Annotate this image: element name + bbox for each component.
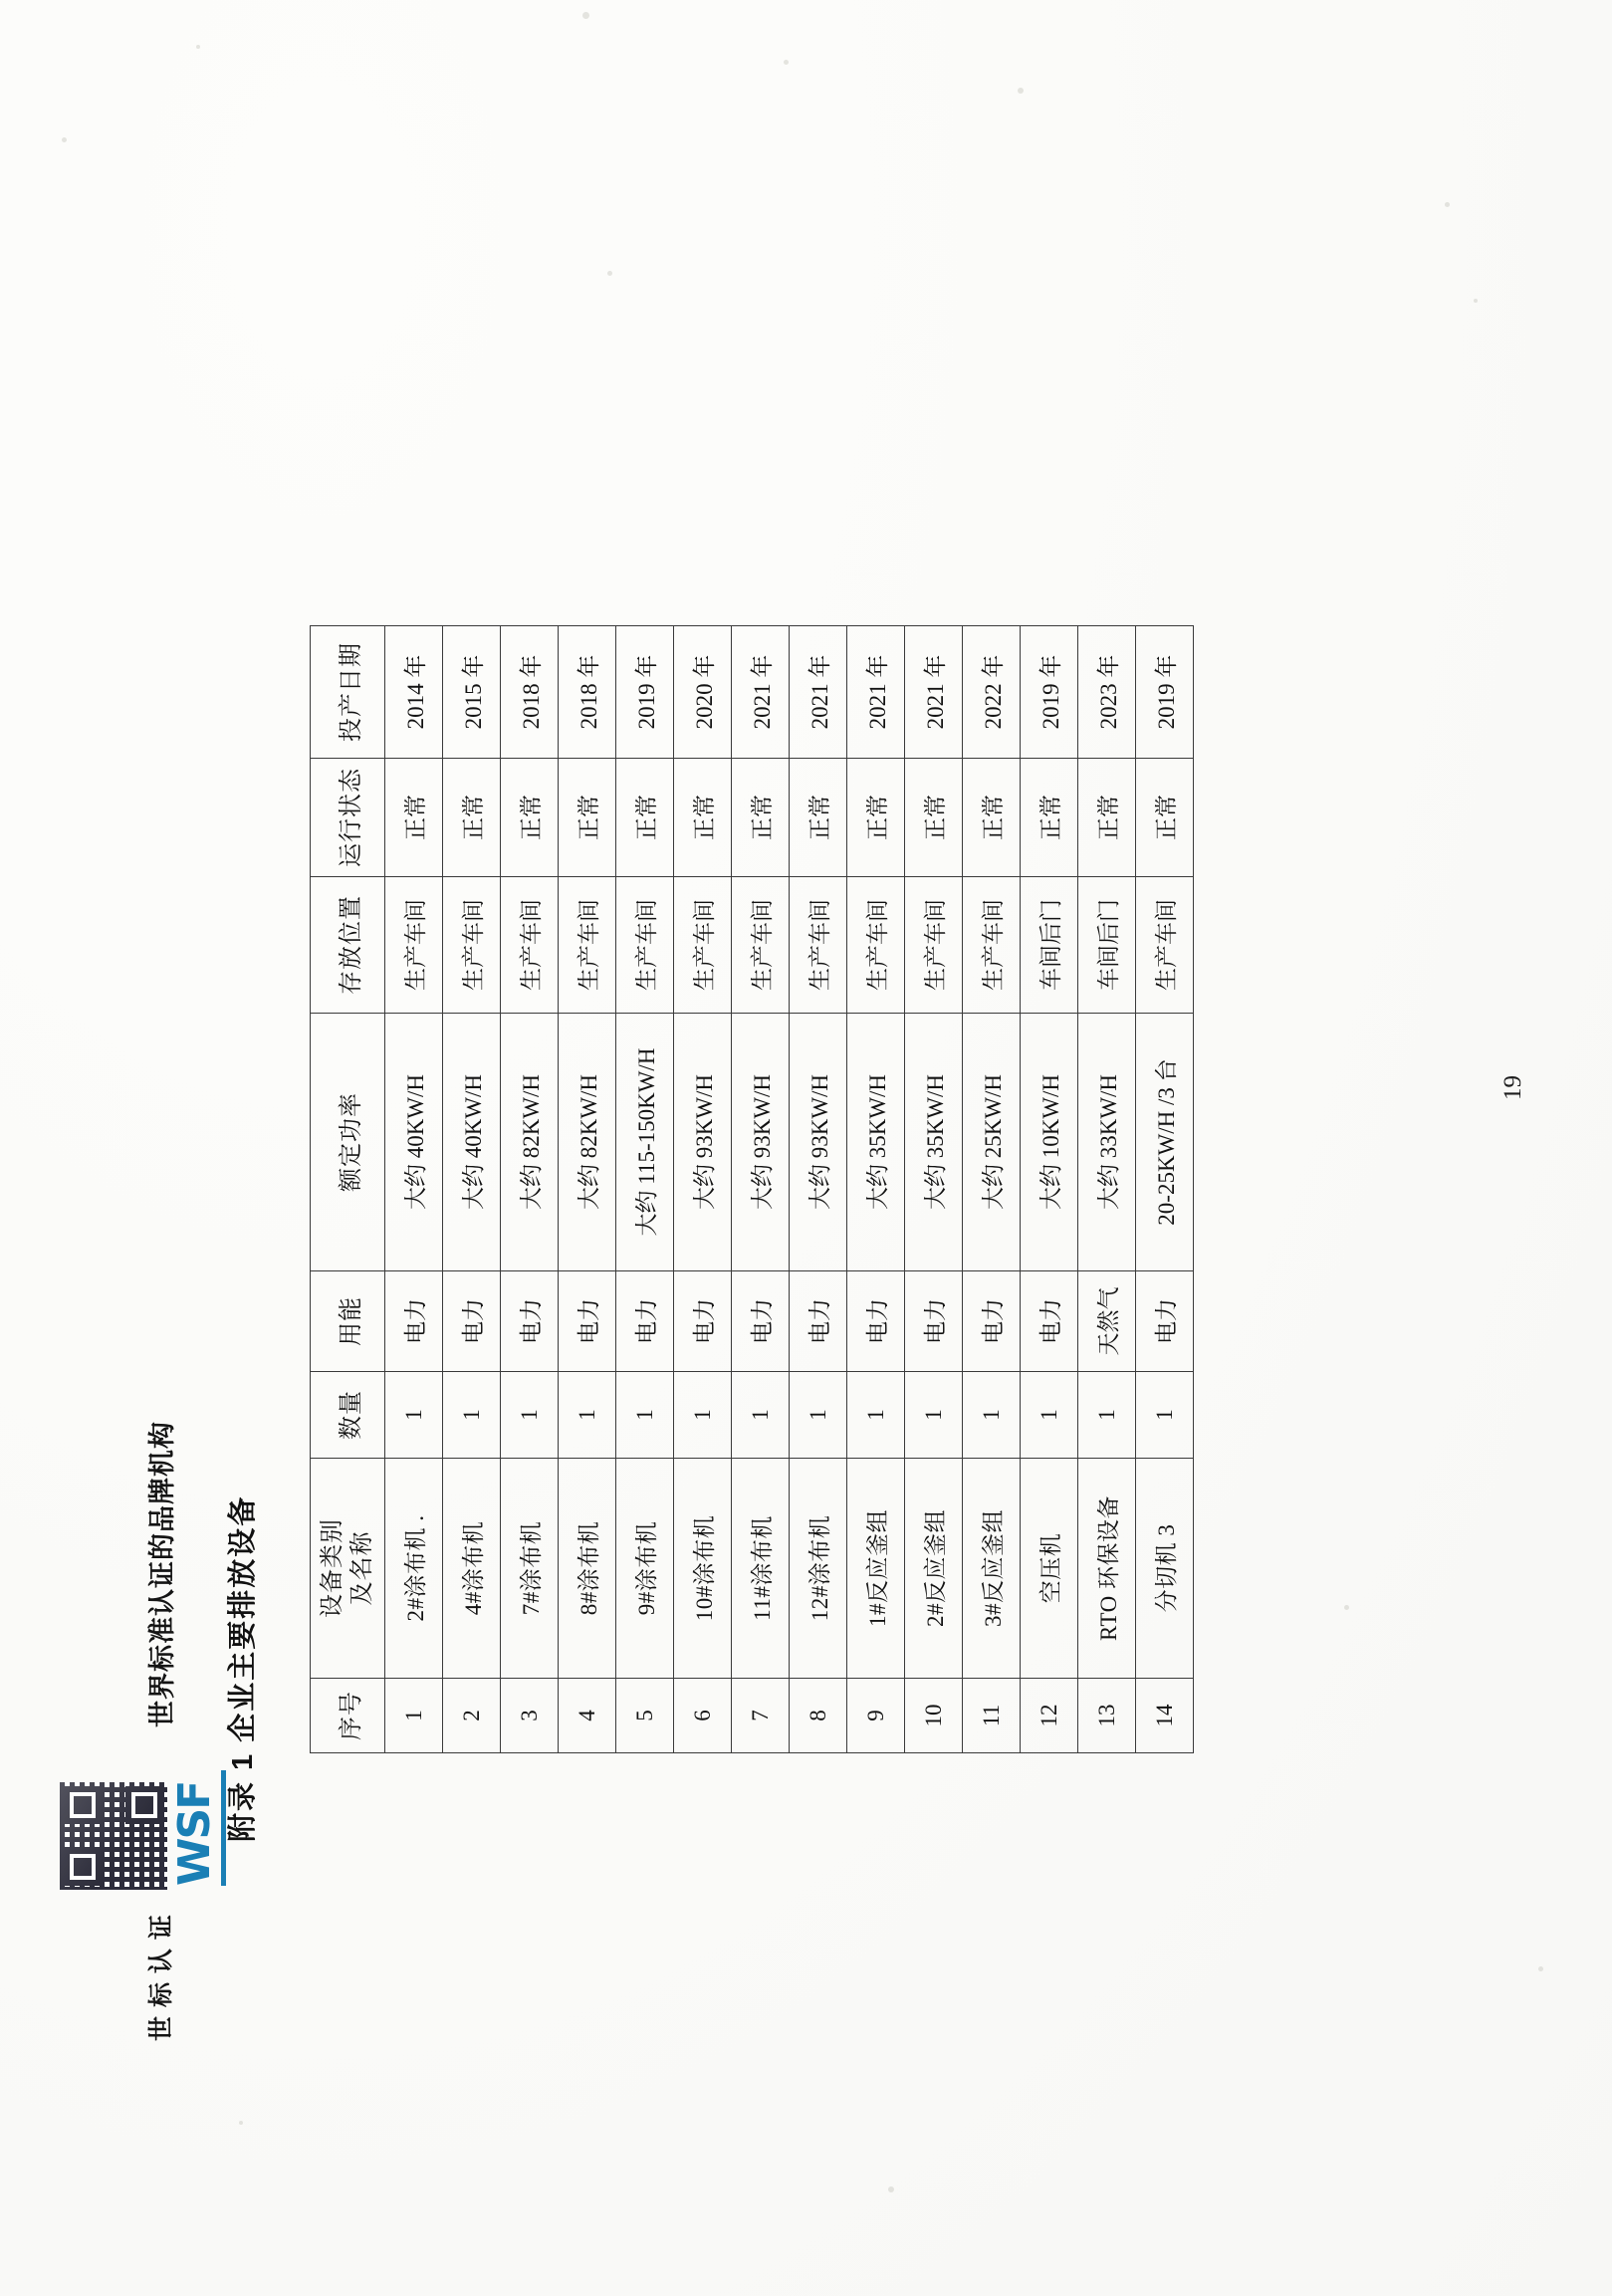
- cell-no: 6: [674, 1679, 732, 1753]
- cell-power: 大约 10KW/H: [1021, 1014, 1078, 1271]
- cell-energy: 电力: [790, 1271, 847, 1372]
- cell-no: 13: [1078, 1679, 1136, 1753]
- cell-name: 空压机: [1021, 1459, 1078, 1679]
- cell-date: 2023 年: [1078, 626, 1136, 759]
- column-header-name: [311, 1459, 385, 1679]
- cell-date: 2021 年: [847, 626, 905, 759]
- scan-speck: [1445, 202, 1450, 207]
- cell-location: 生产车间: [790, 877, 847, 1014]
- cell-status: 正常: [847, 759, 905, 877]
- cell-name: 12#涂布机: [790, 1459, 847, 1679]
- qr-code-icon: [60, 1782, 167, 1890]
- scan-speck: [784, 60, 789, 65]
- cell-energy: 电力: [905, 1271, 963, 1372]
- page-number: 19: [1499, 1075, 1526, 1100]
- cell-power: 大约 40KW/H: [385, 1014, 443, 1271]
- column-header-energy: 用能: [311, 1271, 385, 1372]
- table-row: [847, 626, 905, 1753]
- table-row: [732, 626, 790, 1753]
- table-row: [905, 626, 963, 1753]
- scan-speck: [1018, 88, 1024, 94]
- column-header-date: 投产日期: [311, 626, 385, 759]
- wsf-logo-text: WSF: [169, 1781, 220, 1886]
- table-row: [963, 626, 1021, 1753]
- cell-name: 1#反应釜组: [847, 1459, 905, 1679]
- table-row: [674, 626, 732, 1753]
- cell-no: 4: [559, 1679, 616, 1753]
- cell-qty: 1: [790, 1372, 847, 1459]
- cell-date: 2018 年: [559, 626, 616, 759]
- cell-qty: 1: [1078, 1372, 1136, 1459]
- column-header-power: 额定功率: [311, 1014, 385, 1271]
- cell-qty: 1: [1136, 1372, 1194, 1459]
- table-row: [1021, 626, 1078, 1753]
- cell-energy: 电力: [1021, 1271, 1078, 1372]
- cell-status: 正常: [790, 759, 847, 877]
- cell-date: 2020 年: [674, 626, 732, 759]
- cell-status: 正常: [963, 759, 1021, 877]
- cell-energy: 电力: [847, 1271, 905, 1372]
- cell-date: 2018 年: [501, 626, 559, 759]
- page-title: 附录 1 企业主要排放设备: [227, 1494, 259, 1842]
- cell-location: 车间后门: [1078, 877, 1136, 1014]
- cell-power: 大约 115-150KW/H: [616, 1014, 674, 1271]
- cell-no: 7: [732, 1679, 790, 1753]
- cell-qty: 1: [1021, 1372, 1078, 1459]
- cell-date: 2022 年: [963, 626, 1021, 759]
- table-header-row: [311, 626, 385, 1753]
- cell-date: 2021 年: [732, 626, 790, 759]
- cell-date: 2021 年: [790, 626, 847, 759]
- cell-status: 正常: [732, 759, 790, 877]
- cell-name: 8#涂布机: [559, 1459, 616, 1679]
- cell-status: 正常: [616, 759, 674, 877]
- cell-location: 生产车间: [732, 877, 790, 1014]
- scan-speck: [1474, 299, 1478, 303]
- cell-date: 2021 年: [905, 626, 963, 759]
- cell-energy: 电力: [674, 1271, 732, 1372]
- cell-power: 大约 93KW/H: [674, 1014, 732, 1271]
- cell-name: 11#涂布机: [732, 1459, 790, 1679]
- scan-speck: [607, 271, 612, 276]
- cell-qty: 1: [847, 1372, 905, 1459]
- cell-no: 5: [616, 1679, 674, 1753]
- cell-no: 2: [443, 1679, 501, 1753]
- wsf-logo-bar: [221, 1770, 226, 1886]
- cell-name: 4#涂布机: [443, 1459, 501, 1679]
- cell-name: 7#涂布机: [501, 1459, 559, 1679]
- cell-status: 正常: [905, 759, 963, 877]
- cell-power: 大约 93KW/H: [732, 1014, 790, 1271]
- table-row: [1078, 626, 1136, 1753]
- scan-speck: [62, 137, 67, 142]
- cell-location: 生产车间: [963, 877, 1021, 1014]
- cell-location: 生产车间: [385, 877, 443, 1014]
- cell-date: 2014 年: [385, 626, 443, 759]
- cell-name: 2#涂布机 .: [385, 1459, 443, 1679]
- cell-qty: 1: [674, 1372, 732, 1459]
- column-header-name-line1: 设备类别: [320, 1518, 345, 1618]
- cell-no: 10: [905, 1679, 963, 1753]
- wsf-logo: [169, 1655, 227, 1886]
- cell-date: 2019 年: [1136, 626, 1194, 759]
- table-row: [1136, 626, 1194, 1753]
- cell-power: 大约 33KW/H: [1078, 1014, 1136, 1271]
- cell-qty: 1: [559, 1372, 616, 1459]
- cell-qty: 1: [732, 1372, 790, 1459]
- table-row: [616, 626, 674, 1753]
- scan-speck: [196, 45, 200, 49]
- qr-corner-icon: [64, 1848, 102, 1886]
- letterhead-logo: [60, 1781, 220, 1912]
- cell-no: 12: [1021, 1679, 1078, 1753]
- cell-no: 11: [963, 1679, 1021, 1753]
- cell-location: 车间后门: [1021, 877, 1078, 1014]
- cell-status: 正常: [674, 759, 732, 877]
- cell-energy: 电力: [443, 1271, 501, 1372]
- cell-name: 9#涂布机: [616, 1459, 674, 1679]
- table-row: [385, 626, 443, 1753]
- scan-speck: [1344, 1605, 1349, 1610]
- cell-status: 正常: [1136, 759, 1194, 877]
- equipment-table-wrapper: [310, 625, 1194, 1753]
- column-header-status: 运行状态: [311, 759, 385, 877]
- table-row: [790, 626, 847, 1753]
- table-row: [443, 626, 501, 1753]
- cell-no: 1: [385, 1679, 443, 1753]
- scan-speck: [239, 2121, 243, 2125]
- cell-location: 生产车间: [616, 877, 674, 1014]
- cell-no: 8: [790, 1679, 847, 1753]
- scan-speck: [582, 12, 589, 19]
- cell-power: 大约 35KW/H: [905, 1014, 963, 1271]
- cell-status: 正常: [385, 759, 443, 877]
- cell-qty: 1: [905, 1372, 963, 1459]
- cell-name: 2#反应釜组: [905, 1459, 963, 1679]
- cell-power: 大约 82KW/H: [559, 1014, 616, 1271]
- cell-no: 3: [501, 1679, 559, 1753]
- cell-power: 大约 25KW/H: [963, 1014, 1021, 1271]
- cell-power: 20-25KW/H /3 台: [1136, 1014, 1194, 1271]
- cell-power: 大约 82KW/H: [501, 1014, 559, 1271]
- qr-corner-icon: [125, 1786, 163, 1824]
- cell-status: 正常: [1078, 759, 1136, 877]
- scan-speck: [1538, 1966, 1543, 1971]
- cell-name: RTO 环保设备: [1078, 1459, 1136, 1679]
- cell-energy: 天然气: [1078, 1271, 1136, 1372]
- cell-no: 14: [1136, 1679, 1194, 1753]
- cell-name: 10#涂布机: [674, 1459, 732, 1679]
- column-header-no: 序号: [311, 1679, 385, 1753]
- cell-qty: 1: [501, 1372, 559, 1459]
- cell-name: 分切机 3: [1136, 1459, 1194, 1679]
- cell-date: 2019 年: [1021, 626, 1078, 759]
- cell-location: 生产车间: [905, 877, 963, 1014]
- column-header-location: 存放位置: [311, 877, 385, 1014]
- cell-date: 2015 年: [443, 626, 501, 759]
- cell-energy: 电力: [616, 1271, 674, 1372]
- cell-energy: 电力: [732, 1271, 790, 1372]
- cell-qty: 1: [385, 1372, 443, 1459]
- cell-location: 生产车间: [559, 877, 616, 1014]
- table-row: [559, 626, 616, 1753]
- cell-qty: 1: [616, 1372, 674, 1459]
- cell-qty: 1: [443, 1372, 501, 1459]
- cell-energy: 电力: [385, 1271, 443, 1372]
- cell-date: 2019 年: [616, 626, 674, 759]
- letterhead-org-prefix: 世 标 认 证: [147, 1914, 175, 2041]
- cell-power: 大约 35KW/H: [847, 1014, 905, 1271]
- cell-name: 3#反应釜组: [963, 1459, 1021, 1679]
- cell-status: 正常: [501, 759, 559, 877]
- table-row: [501, 626, 559, 1753]
- cell-power: 大约 93KW/H: [790, 1014, 847, 1271]
- cell-status: 正常: [443, 759, 501, 877]
- scan-speck: [888, 2186, 894, 2192]
- equipment-table: [310, 625, 1194, 1753]
- cell-energy: 电力: [501, 1271, 559, 1372]
- letterhead-org-name: 世界标准认证的品牌机构: [147, 1421, 177, 1727]
- cell-location: 生产车间: [674, 877, 732, 1014]
- cell-location: 生产车间: [443, 877, 501, 1014]
- cell-location: 生产车间: [501, 877, 559, 1014]
- cell-status: 正常: [559, 759, 616, 877]
- cell-energy: 电力: [559, 1271, 616, 1372]
- cell-location: 生产车间: [847, 877, 905, 1014]
- table-body: [385, 626, 1194, 1753]
- cell-status: 正常: [1021, 759, 1078, 877]
- cell-no: 9: [847, 1679, 905, 1753]
- qr-corner-icon: [64, 1786, 102, 1824]
- cell-energy: 电力: [963, 1271, 1021, 1372]
- cell-power: 大约 40KW/H: [443, 1014, 501, 1271]
- cell-location: 生产车间: [1136, 877, 1194, 1014]
- cell-energy: 电力: [1136, 1271, 1194, 1372]
- cell-qty: 1: [963, 1372, 1021, 1459]
- column-header-name-line2: 及名称: [349, 1530, 375, 1606]
- column-header-qty: 数量: [311, 1372, 385, 1459]
